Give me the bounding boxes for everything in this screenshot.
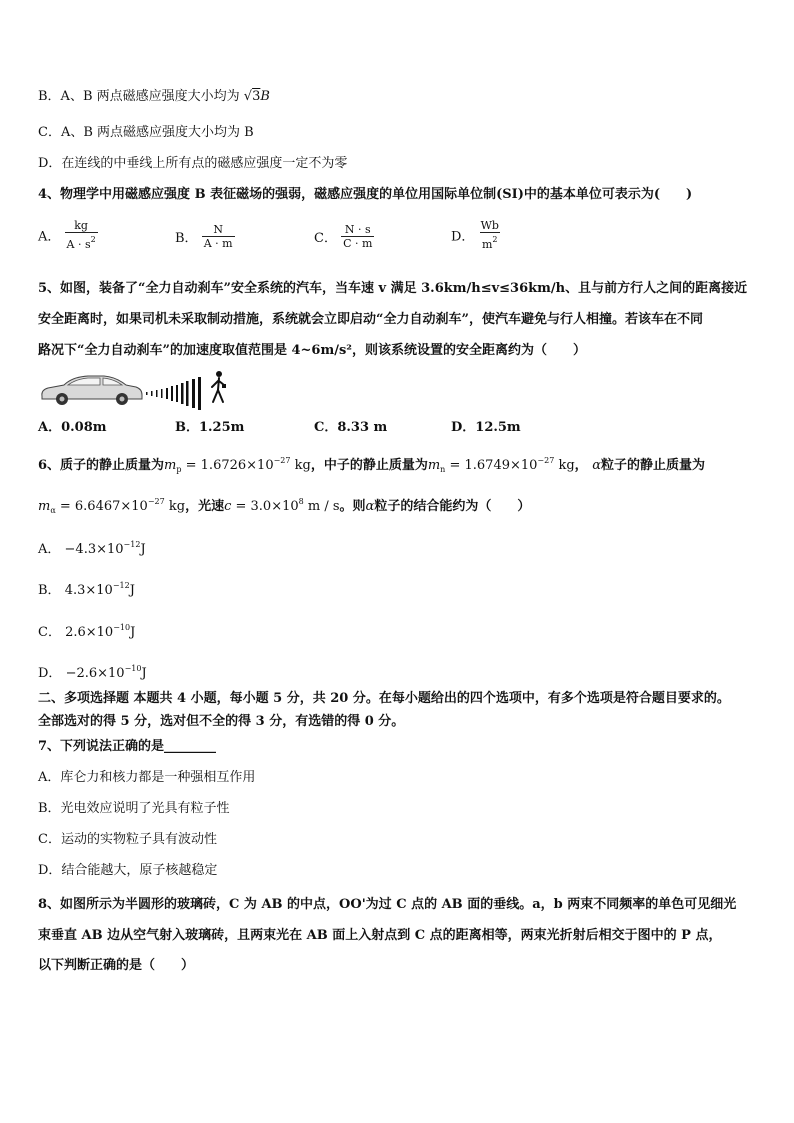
q4-option-b-fraction: [202, 223, 235, 250]
q6-option-c: [38, 619, 135, 642]
fraction-numerator: N: [213, 223, 223, 236]
option-value: −2.6×10: [65, 666, 125, 681]
q6-option-a: [38, 536, 146, 559]
option-value: 2.6×10: [65, 625, 114, 640]
option-label: A．: [38, 542, 61, 557]
q4-option-c-label: C．: [314, 231, 337, 246]
q8-line-2: 束垂直 AB 边从空气射入玻璃砖，且两束光在 AB 面上入射点到 C 点的距离相等，两束光折射后相交于图中的 P 点，: [38, 928, 722, 943]
light-speed-value: = 3.0×10: [235, 499, 299, 514]
proton-mass-value: = 1.6726×10: [185, 458, 274, 473]
q6-option-d: [38, 660, 147, 683]
q5-option-c: C．8.33 m: [314, 420, 388, 435]
alpha-symbol: α: [365, 499, 375, 514]
q4-option-d-fraction: [479, 219, 501, 251]
q5-line-1: 5、如图，装备了“全力自动刹车”安全系统的汽车，当车速 v 满足 3.6km/h≤v≤36km/h、且与前方行人之间的距离接近: [38, 281, 748, 296]
pedestrian-icon: [212, 371, 226, 402]
q5-option-b: B．1.25m: [175, 420, 245, 435]
option-exponent: −12: [123, 540, 141, 549]
option-value: 4.3×10: [64, 583, 113, 598]
q6-stem-part: 粒子的静止质量为: [600, 458, 705, 473]
q4-option-c-fraction: [341, 223, 374, 250]
q3-option-c: C．A、B 两点磁感应强度大小均为 B: [38, 125, 254, 140]
option-label: C．: [38, 625, 61, 640]
q7-option-d: D．结合能越大，原子核越稳定: [38, 863, 218, 878]
q3-option-d: D．在连线的中垂线上所有点的磁感应强度一定不为零: [38, 156, 348, 171]
q4-stem: 4、物理学中用磁感应强度 B 表征磁场的强弱，磁感应强度的单位用国际单位制(SI)中的基本单位可表示为( ): [38, 187, 693, 202]
light-speed-exponent: 8: [298, 497, 304, 506]
option-exponent: −12: [112, 581, 130, 590]
alpha-mass-unit: kg: [168, 499, 186, 514]
option-unit: J: [129, 583, 135, 598]
q4-option-d: [451, 219, 501, 251]
q4-option-a-label: A．: [38, 229, 61, 245]
denominator-text: A · s: [66, 238, 91, 251]
option-label: B．: [38, 583, 61, 598]
q5-line-3: 路况下“全力自动刹车”的加速度取值范围是 4~6m/s²，则该系统设置的安全距离约为（ ）: [38, 343, 586, 358]
neutron-mass-unit: kg: [558, 458, 575, 473]
q3-option-b-text: B．A、B 两点磁感应强度大小均为: [38, 89, 240, 104]
fraction-numerator: kg: [74, 219, 88, 232]
q6-stem-part: ，光速: [185, 499, 225, 514]
q7-option-c: C．运动的实物粒子具有波动性: [38, 832, 217, 847]
q4-option-a-fraction: [65, 219, 98, 251]
option-label: D．: [38, 666, 62, 681]
q4-option-d-label: D．: [451, 229, 475, 245]
fraction-denominator: [202, 236, 235, 250]
q5-line-2: 安全距离时，如果司机未采取制动措施，系统就会立即启动“全力自动刹车”，使汽车避免与行人相撞。若该车在不同: [38, 312, 703, 327]
car-icon: [42, 376, 142, 405]
denominator-text: m: [481, 238, 493, 251]
fraction-denominator: [341, 236, 374, 250]
q4-option-b-label: B．: [175, 231, 198, 246]
q4-option-b: [175, 223, 235, 250]
proton-mass-exponent: −27: [273, 456, 291, 465]
q6-stem-part: 粒子的结合能约为（ ）: [374, 499, 531, 514]
q6-option-b: [38, 577, 135, 600]
light-speed-unit: m / s: [307, 499, 340, 514]
q6-stem-part: ，: [574, 458, 588, 473]
fraction-denominator: [65, 232, 98, 251]
q6-stem-line-1: [38, 452, 705, 479]
q8-line-1: 8、如图所示为半圆形的玻璃砖，C 为 AB 的中点，OO'为过 C 点的 AB 面的垂线。a，b 两束不同频率的单色可见细光: [38, 897, 737, 912]
q4-option-c: [314, 223, 374, 250]
light-speed-formula: $c = 3.0\times 10^8$ m / s: [224, 497, 340, 514]
section-2-heading: 二、多项选择题 本题共 4 小题，每小题 5 分，共 20 分。在每小题给出的四个选项中，有多个选项是符合题目要求的。: [38, 691, 730, 706]
fraction-numerator: Wb: [480, 219, 499, 232]
neutron-mass-value: = 1.6749×10: [449, 458, 538, 473]
option-unit: J: [141, 666, 147, 681]
q5-option-a: A．0.08m: [38, 420, 107, 435]
car-radar-pedestrian-illustration: [38, 368, 238, 410]
q6-stem-part: 6、质子的静止质量为: [38, 458, 165, 473]
sqrt-suffix: B: [260, 89, 270, 104]
q6-stem-line-2: [38, 493, 530, 520]
alpha-symbol: α: [592, 458, 601, 473]
section-2-scoring: 全部选对的得 5 分，选对但不全的得 3 分，有选错的得 0 分。: [38, 714, 405, 729]
sqrt-value: 3: [252, 89, 261, 104]
radar-waves-icon: [146, 377, 201, 410]
q5-option-d: D．12.5m: [451, 420, 521, 435]
option-value: −4.3×10: [64, 542, 124, 557]
option-exponent: −10: [113, 623, 131, 632]
alpha-mass-formula: $m_\alpha = 6.6467\times 10^{-27}$ kg: [38, 497, 186, 515]
proton-mass-formula: $m_p = 1.6726\times 10^{-27}$ kg: [164, 456, 311, 474]
neutron-mass-formula: $m_n = 1.6749\times 10^{-27}$ kg: [427, 456, 575, 474]
sqrt-expression: √3B: [243, 89, 270, 104]
option-exponent: −10: [124, 664, 142, 673]
fraction-numerator: N · s: [344, 223, 371, 236]
proton-mass-unit: kg: [294, 458, 311, 473]
alpha-mass-value: = 6.6467×10: [59, 499, 148, 514]
q4-option-a: [38, 219, 98, 251]
q6-stem-part: ，中子的静止质量为: [310, 458, 428, 473]
denominator-text: C · m: [343, 237, 373, 250]
denominator-text: A · m: [203, 237, 233, 250]
q6-stem-part: 。则: [339, 499, 366, 514]
q7-option-a: A．库仑力和核力都是一种强相互作用: [38, 770, 256, 785]
denominator-exponent: 2: [492, 235, 498, 244]
q7-stem: 7、下列说法正确的是________: [38, 739, 217, 754]
q8-line-3: 以下判断正确的是（ ）: [38, 958, 195, 973]
denominator-exponent: 2: [90, 235, 96, 244]
option-unit: J: [140, 542, 146, 557]
q7-option-b: B．光电效应说明了光具有粒子性: [38, 801, 230, 816]
option-unit: J: [130, 625, 136, 640]
fraction-denominator: [480, 232, 500, 251]
alpha-mass-exponent: −27: [147, 497, 165, 506]
neutron-mass-exponent: −27: [537, 456, 555, 465]
q3-option-b: [38, 88, 270, 106]
